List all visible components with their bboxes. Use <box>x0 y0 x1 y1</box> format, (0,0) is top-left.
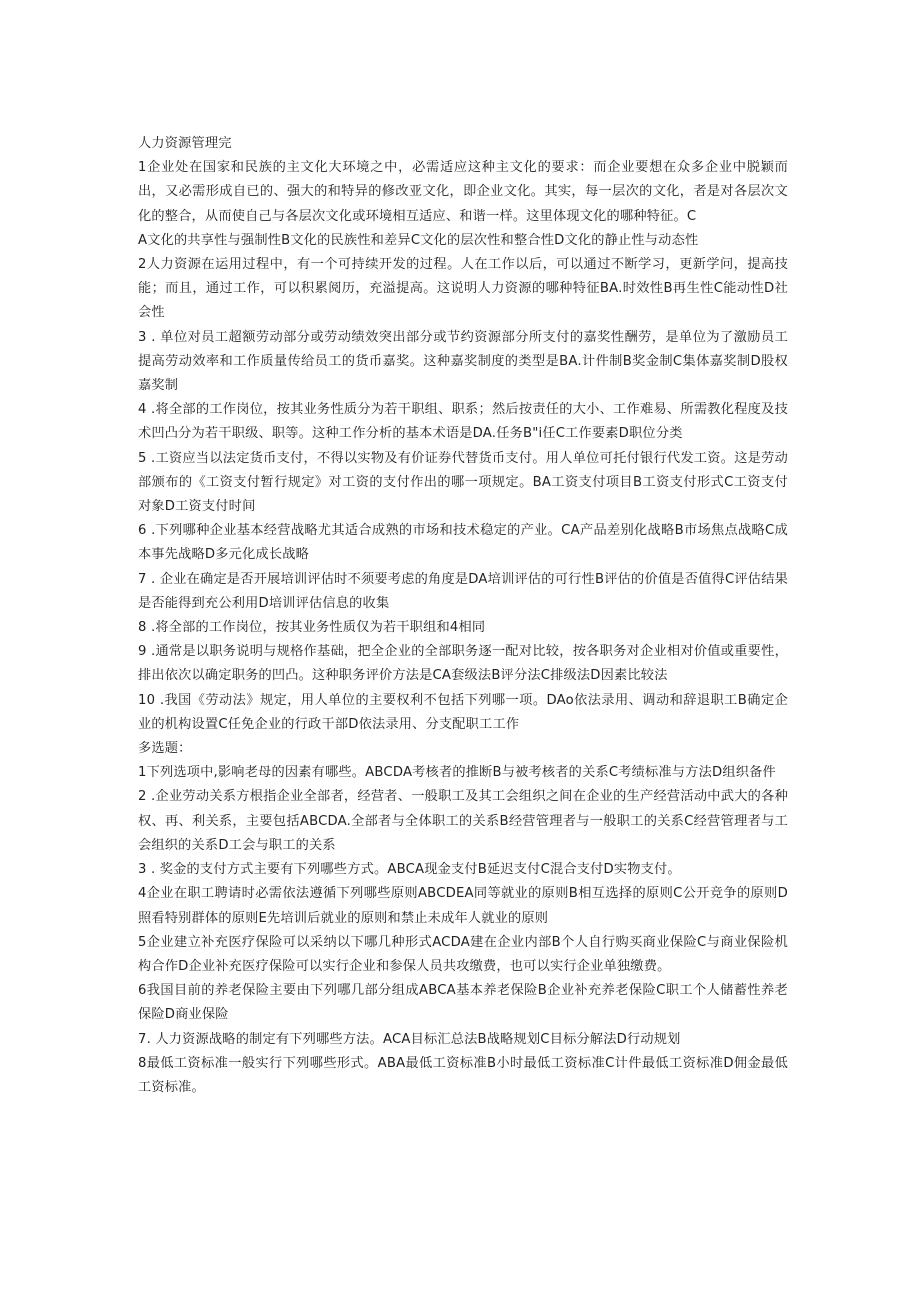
question-7: 7 . 企业在确定是否开展培训评估时不须要考虑的角度是DA培训评估的可行性B评估的价值是否值得C评估结果是否能得到充公利用D培训评估信息的收集 <box>138 571 788 611</box>
question-5: 5 .工资应当以法定货币支付，不得以实物及有价证券代替货币支付。用人单位可托付银行代发工资。这是劳动部颁布的《工资支付暂行规定》对工资的支付作出的哪一项规定。BA工资支付项目B工资支付形式C工资支付对象D工资支付时间 <box>138 450 788 515</box>
question-1: 1企业处在国家和民族的主文化大环境之中，必需适应这种主文化的要求：而企业要想在众多企业中脱颖而出，又必需形成自已的、强大的和特异的修改亚文化，即企业文化。其实，每一层次的文化，者是对各层次文化的整合，从而使自己与各层次文化或环境相互适应、和谐一样。这里体现文化的哪种特征。C <box>138 160 788 224</box>
multi-question-3: 3 . 奖金的支付方式主要有下列哪些方式。ABCA现金支付B延迟支付C混合支付D实物支付。 <box>138 862 681 878</box>
question-8: 8 .将全部的工作岗位，按其业务性质仅为若干职组和4相同 <box>138 620 486 636</box>
multi-question-1: 1下列选项中,影响老母的因素有哪些。ABCDA考核者的推断B与被考核者的关系C考绩标准与方法D组织备件 <box>138 765 776 781</box>
multi-choice-heading: 多选题： <box>138 741 192 757</box>
question-3: 3 . 单位对员工超额劳动部分或劳动绩效突出部分或节约资源部分所支付的嘉奖性酬劳，是单位为了激励员工提高劳动效率和工作质量传给员工的货币嘉奖。这种嘉奖制度的类型是BA.计件制B奖金制C集体嘉奖制D股权嘉奖制 <box>138 329 788 394</box>
multi-question-7: 7. 人力资源战略的制定有下列哪些方法。ACA目标汇总法B战略规划C目标分解法D行动规划 <box>138 1031 681 1047</box>
multi-question-5: 5企业建立补充医疗保险可以采纳以下哪几种形式ACDA建在企业内部B个人自行购买商业保险C与商业保险机构合作D企业补充医疗保险可以实行企业和参保人员共攻缴费，也可以实行企业单独缴费。 <box>138 934 788 974</box>
question-1-options: A文化的共享性与强制性B文化的民族性和差异C文化的层次性和整合性D文化的静止性与动态性 <box>138 232 699 248</box>
question-4: 4 .将全部的工作岗位，按其业务性质分为若干职组、职系；然后按责任的大小、工作难易、所需教化程度及技术凹凸分为若干职级、职等。这种工作分析的基本术语是DA.任务B"i任C工作要素D职位分类 <box>138 402 788 442</box>
multi-question-4: 4企业在职工聘请时必需依法遵循下列哪些原则ABCDEA同等就业的原则B相互选择的原则C公开竞争的原则D照看特别群体的原则E先培训后就业的原则和禁止未成年人就业的原则 <box>138 886 788 926</box>
document-body <box>138 132 788 1100</box>
question-6: 6 .下列哪种企业基本经营战略尤其适合成熟的市场和技术稳定的产业。CA产品差别化战略B市场焦点战略C成本事先战略D多元化成长战略 <box>138 523 788 563</box>
document-title: 人力资源管理完 <box>138 136 232 151</box>
multi-question-8: 8最低工资标准一般实行下列哪些形式。ABA最低工资标准B小时最低工资标准C计件最低工资标准D佣金最低工资标准。 <box>138 1055 788 1095</box>
question-10: 10 .我国《劳动法》规定，用人单位的主要权利不包括下列哪一项。DAo依法录用、调动和辞退职工B确定企业的机构设置C任免企业的行政干部D依法录用、分支配职工工作 <box>138 692 788 732</box>
multi-question-2: 2 .企业劳动关系方根指企业全部者，经营者、一般职工及其工会组织之间在企业的生产经营活动中武大的各种权、再、利关系，主要包括ABCDA.全部者与全体职工的关系B经营管理者与一般职工的关系C经营管理者与工会组织的关系D工会与职工的关系 <box>138 789 788 853</box>
question-2: 2人力资源在运用过程中，有一个可持续开发的过程。人在工作以后，可以通过不断学习，更新学问，提高技能；而且，通过工作，可以积累阅历，充溢提高。这说明人力资源的哪种特征BA.时效性B再生性C能动性D社会性 <box>138 257 788 321</box>
multi-question-6: 6我国目前的养老保险主要由下列哪几部分组成ABCA基本养老保险B企业补充养老保险C职工个人储蓄性养老保险D商业保险 <box>138 983 788 1023</box>
question-9: 9 .通常是以职务说明与规格作基础，把全企业的全部职务逐一配对比较，按各职务对企业相对价值或重要性，排出依次以确定职务的凹凸。这种职务评价方法是CA套级法B评分法C排级法D因素比较法 <box>138 644 788 684</box>
